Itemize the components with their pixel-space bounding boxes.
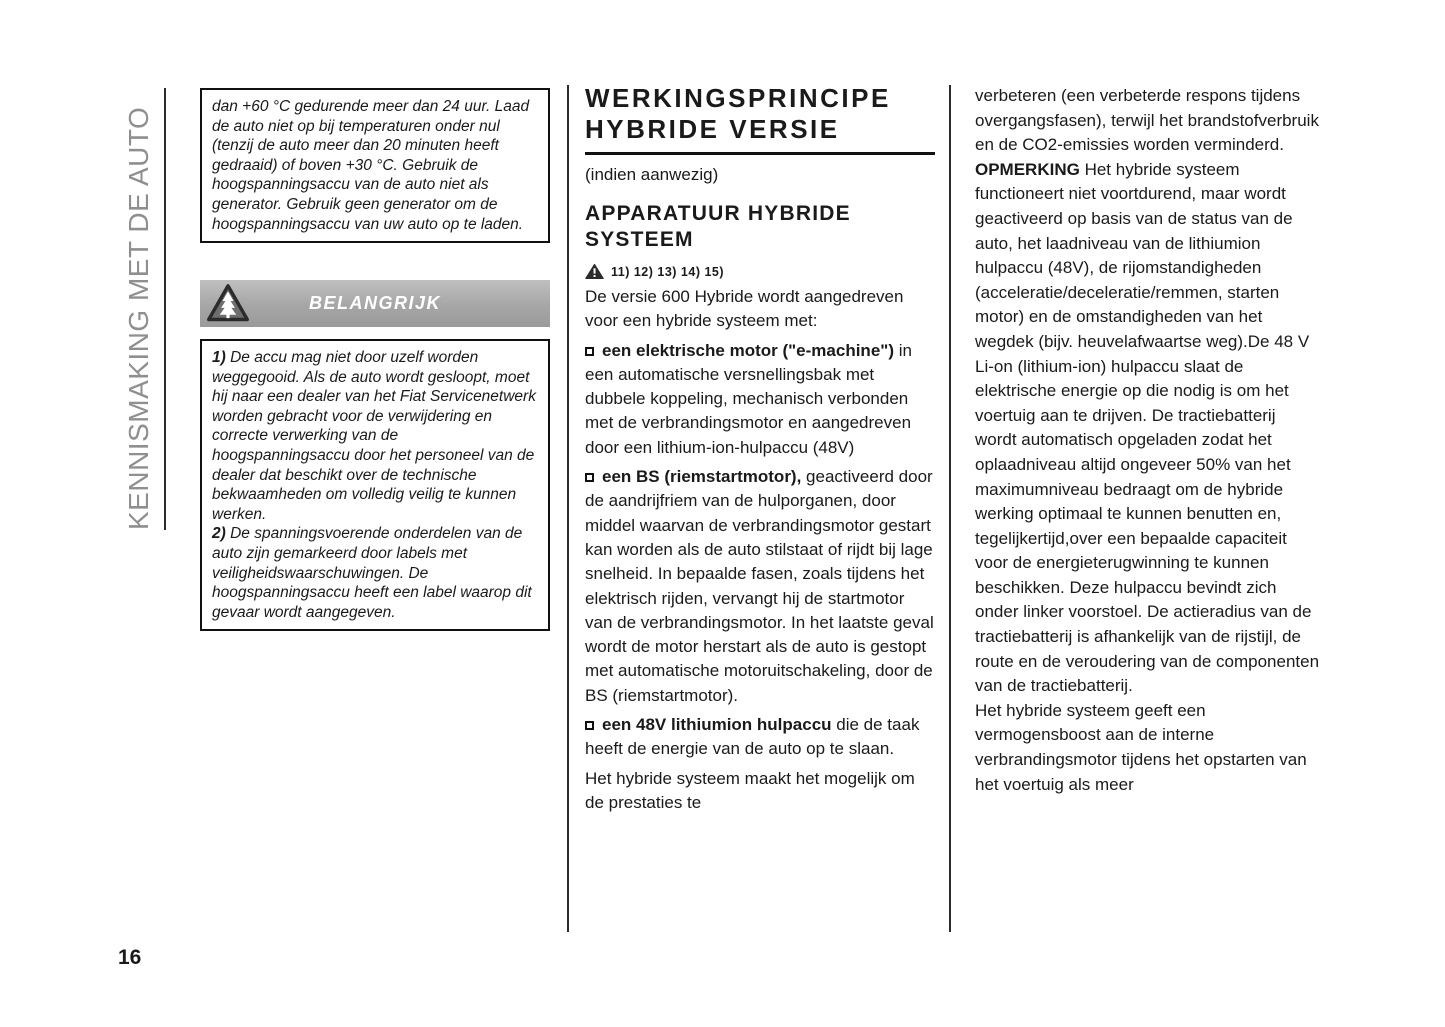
intro-paragraph: De versie 600 Hybride wordt aangedreven voor een hybride systeem met: <box>585 287 904 331</box>
bullet-bold-text: een elektrische motor ("e-machine") <box>602 340 894 360</box>
belangrijk-banner <box>200 280 550 327</box>
right-column <box>975 84 1321 797</box>
square-bullet-icon <box>585 473 594 482</box>
notes-box <box>200 339 550 631</box>
bullet-item-1 <box>585 339 935 460</box>
sidebar-rule <box>164 88 166 530</box>
section-title: WERKINGSPRINCIPE HYBRIDE VERSIE <box>585 83 891 144</box>
column-divider-right <box>949 85 951 932</box>
note-text: De spanningsvoerende onderdelen van de auto zijn gemarkeerd door labels met veiligheidswaarschuwingen. De hoogspanningsaccu heeft een label waarop dit gevaar wordt aangegeven. <box>212 525 532 621</box>
bullet-item-2 <box>585 465 935 708</box>
middle-column <box>585 83 935 815</box>
note-number: 1) <box>212 349 226 366</box>
chapter-sidebar-title: KENNISMAKING MET DE AUTO <box>123 106 154 530</box>
warning-continuation-text: dan +60 °C gedurende meer dan 24 uur. Laad de auto niet op bij temperaturen onder nul (tenzij de auto meer dan 20 minuten heeft gedraaid) of boven +30 °C. Gebruik de hoogspanningsaccu van de auto niet als generator. Gebruik geen generator om de hoogspanningsaccu van uw auto op te laden. <box>212 98 530 233</box>
square-bullet-icon <box>585 721 594 730</box>
bullet-bold-text: een 48V lithiumion hulpaccu <box>602 715 832 735</box>
section-subtitle: (indien aanwezig) <box>585 165 719 184</box>
subsection-heading: APPARATUUR HYBRIDE SYSTEEM <box>585 202 851 251</box>
bullet-text: die de taak heeft de energie van de auto op te slaan. <box>585 715 920 759</box>
square-bullet-icon <box>585 347 594 356</box>
outro-paragraph: Het hybride systeem maakt het mogelijk om de prestaties te <box>585 768 915 812</box>
belangrijk-banner-label: BELANGRIJK <box>308 293 441 313</box>
note-number: 2) <box>212 525 226 543</box>
warning-continuation-box <box>200 88 550 243</box>
right-paragraph-1: verbeteren (een verbeterde respons tijdens overgangsfasen), terwijl het brandstofverbruik en de CO2-emissies worden verminderd. <box>975 86 1319 155</box>
right-paragraph-3: Het hybride systeem geeft een vermogensboost aan de interne verbrandingsmotor tijdens het opstarten van het voertuig als meer <box>975 700 1307 794</box>
warning-triangle-icon <box>585 263 604 280</box>
column-divider-left <box>567 85 569 932</box>
opmerking-label: OPMERKING <box>975 159 1080 179</box>
title-rule <box>585 152 935 155</box>
note-item-2 <box>212 524 538 622</box>
opmerking-text: Het hybride systeem functioneert niet voortdurend, maar wordt geactiveerd op basis van de status van de auto, het laadniveau van de lithiumion hulpaccu (48V), de rijomstandigheden (acceleratie/deceleratie/remmen, starten motor) en de omstandigheden van het wegdek (bijv. heuvelafwaartse weg).De 48 V Li-on (lithium-ion) hulpaccu slaat de elektrische energie op die nodig is om het voertuig aan te drijven. De tractiebatterij wordt automatisch opgeladen zodat het oplaadniveau altijd ongeveer 50% van het maximumniveau bedraagt om de hybride werking optimaal te kunnen benutten en, tegelijkertijd,over een bepaalde capaciteit voor de energieterugwinning te kunnen beschikken. Deze hulpaccu bevindt zich onder linker voorstoel. De actieradius van de tractiebatterij is afhankelijk van de rijstijl, de route en de veroudering van de componenten van de tractiebatterij. <box>975 159 1320 696</box>
bullet-text: geactiveerd door de aandrijfriem van de hulporganen, door middel waarvan de verbrandingsmotor gestart kan worden als de auto stilstaat of rijdt bij lage snelheid. In bepaalde fasen, zoals tijdens het elektrisch rijden, vervangt hij de startmotor van de verbrandingsmotor. In het laatste geval wordt de motor herstart als de auto is gestopt met automatische motoruitschakeling, door de BS (riemstartmotor). <box>585 467 934 705</box>
note-item-1 <box>212 348 538 524</box>
note-text: De accu mag niet door uzelf worden weggegooid. Als de auto wordt gesloopt, moet hij naar een dealer van het Fiat Servicenetwerk worden gebracht voor de verwijdering en correcte verwerking van de hoogspanningsaccu door het personeel van de dealer dat beschikt over de technische bekwaamheden om volledig veilig te kunnen werken. <box>212 349 536 523</box>
warning-refs-row <box>585 263 935 280</box>
warning-note-references: 11) 12) 13) 14) 15) <box>611 264 725 279</box>
bullet-text: in een automatische versnellingsbak met dubbele koppeling, mechanisch verbonden met de verbrandingsmotor en aangedreven door een lithium-ion-hulpaccu (48V) <box>585 340 912 457</box>
bullet-item-3 <box>585 713 935 762</box>
right-paragraph-2 <box>975 158 1321 699</box>
page-number: 16 <box>118 946 142 969</box>
environment-triangle-icon <box>206 283 250 323</box>
bullet-bold-text: een BS (riemstartmotor), <box>602 467 802 487</box>
